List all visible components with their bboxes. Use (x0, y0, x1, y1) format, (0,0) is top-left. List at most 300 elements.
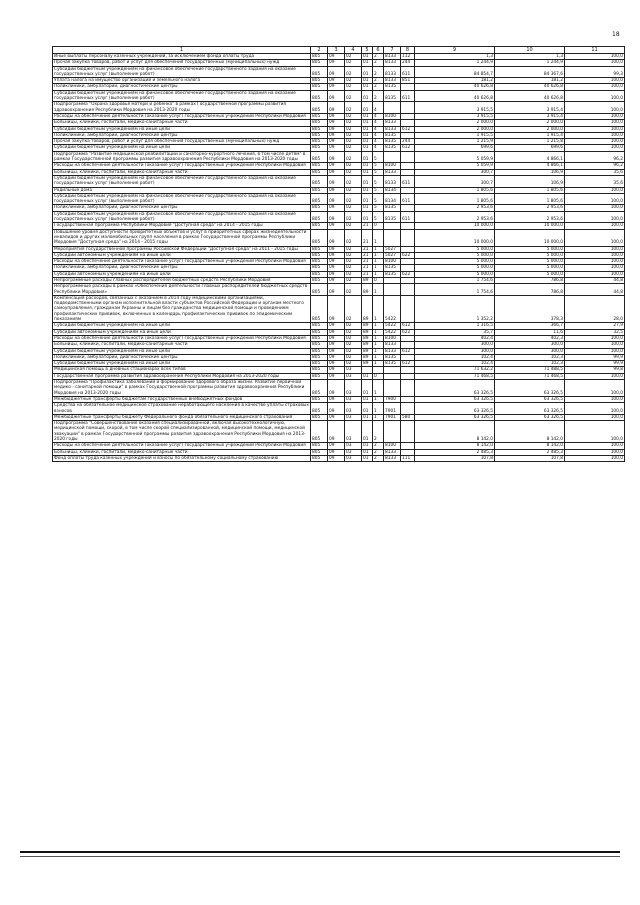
program-code: 01 (362, 403, 373, 415)
section-code: 09 (328, 414, 345, 420)
subsection-code: 02 (345, 54, 362, 60)
section-code: 09 (328, 78, 345, 84)
planned-amount: 63 326,5 (415, 414, 495, 420)
row-name: Расходы на обеспечение деятельности (оказание услуг) государственных учреждений Республики Мордовия (53, 443, 311, 449)
section-code: 09 (328, 380, 345, 397)
row-name: Больницы, клиники, госпитали, медико-санитарные части (53, 169, 311, 175)
program-code: 01 (362, 78, 373, 84)
subsection-code: 02 (345, 132, 362, 138)
row-name: Фонд оплаты труда казенных учреждений и взносы по обязательному социальному страхованию (53, 455, 311, 461)
subsection-code: 02 (345, 271, 362, 277)
table-row (53, 151, 625, 163)
program-code: 89 (362, 342, 373, 348)
section-code: 09 (328, 342, 345, 348)
executed-amount: 1 915,4 (495, 132, 565, 138)
program-code: 89 (362, 277, 373, 283)
section-code: 09 (328, 367, 345, 373)
subprogram-code: 4 (373, 126, 384, 132)
section-code: 09 (328, 396, 345, 402)
target-code: 8135 (384, 139, 401, 145)
row-name: Прочая закупка товаров, работ и услуг для обеспечения государственных (муниципальных) нужд (53, 139, 311, 145)
column-header: 9 (415, 47, 495, 54)
program-code: 89 (362, 335, 373, 341)
executed-amount: 1,3 (495, 54, 565, 60)
executed-amount: 1 215,8 (495, 139, 565, 145)
row-name: Больницы, клиники, госпитали, медико-санитарные части (53, 342, 311, 348)
row-name: Субсидии автономным учреждениям на иные цели (53, 252, 311, 258)
executed-amount: 378,3 (495, 295, 565, 322)
section-code: 09 (328, 421, 345, 443)
table-row (53, 421, 625, 443)
subsection-code: 02 (345, 84, 362, 90)
execution-percent: 99,9 (565, 354, 625, 360)
subprogram-code: 5 (373, 205, 384, 211)
ministry-code: 805 (311, 265, 328, 271)
subsection-code: 02 (345, 66, 362, 78)
table-row (53, 229, 625, 246)
subsection-code: 02 (345, 169, 362, 175)
subsection-code: 02 (345, 60, 362, 66)
program-code: 21 (362, 252, 373, 258)
execution-percent: 27,9 (565, 323, 625, 329)
planned-amount: 84 854,7 (415, 66, 495, 78)
planned-amount: 35,7 (415, 329, 495, 335)
row-name: Субсидии бюджетным учреждениям на иные цели (53, 126, 311, 132)
program-code: 01 (362, 90, 373, 102)
expense-type-code: 112 (401, 54, 415, 60)
ministry-code: 805 (311, 396, 328, 402)
subprogram-code: 5 (373, 151, 384, 163)
expense-type-code (401, 102, 415, 114)
section-code: 09 (328, 120, 345, 126)
ministry-code: 805 (311, 380, 328, 397)
execution-percent: 100,0 (565, 223, 625, 229)
planned-amount: 5 000,0 (415, 252, 495, 258)
program-code: 01 (362, 139, 373, 145)
execution-percent: 100,0 (565, 139, 625, 145)
planned-amount: 1 352,2 (415, 295, 495, 322)
execution-percent: 100,0 (565, 187, 625, 193)
execution-percent: 100,0 (565, 211, 625, 223)
ministry-code: 805 (311, 151, 328, 163)
subsection-code: 02 (345, 90, 362, 102)
row-name: Расходы на обеспечение деятельности (оказание услуг) государственных учреждений Республики Мордовия (53, 163, 311, 169)
ministry-code: 805 (311, 132, 328, 138)
target-code (384, 380, 401, 397)
section-code: 09 (328, 329, 345, 335)
ministry-code: 805 (311, 295, 328, 322)
subprogram-code: 0 (373, 223, 384, 229)
section-code: 09 (328, 223, 345, 229)
planned-amount: 40 626,8 (415, 90, 495, 102)
expense-type-code (401, 421, 415, 443)
target-code: 8133 (384, 455, 401, 461)
row-name: Расходы на обеспечение деятельности (оказание услуг) государственных учреждений Республики Мордовия (53, 259, 311, 265)
subprogram-code: 1 (373, 323, 384, 329)
execution-percent: 100,0 (565, 348, 625, 354)
program-code: 89 (362, 284, 373, 296)
section-code: 09 (328, 265, 345, 271)
program-code: 01 (362, 175, 373, 187)
planned-amount: 1 915,5 (415, 132, 495, 138)
execution-percent: 35,6 (565, 175, 625, 187)
subprogram-code: 1 (373, 361, 384, 367)
program-code: 01 (362, 145, 373, 151)
ministry-code: 805 (311, 113, 328, 119)
executed-amount: 8 142,0 (495, 421, 565, 443)
program-code: 01 (362, 54, 373, 60)
subsection-code: 02 (345, 163, 362, 169)
planned-amount: 1 805,6 (415, 193, 495, 205)
subsection-code: 03 (345, 380, 362, 397)
executed-amount: 5 000,0 (495, 271, 565, 277)
planned-amount: 1 316,5 (415, 323, 495, 329)
execution-percent: 100,0 (565, 252, 625, 258)
subsection-code: 02 (345, 223, 362, 229)
planned-amount: 102,4 (415, 361, 495, 367)
execution-percent: 32,5 (565, 329, 625, 335)
ministry-code: 805 (311, 223, 328, 229)
planned-amount: 8 142,0 (415, 443, 495, 449)
execution-percent: 99,3 (565, 66, 625, 78)
program-code: 01 (362, 132, 373, 138)
expense-type-code: 244 (401, 60, 415, 66)
subprogram-code: 1 (373, 414, 384, 420)
target-code: 8133 (384, 449, 401, 455)
planned-amount: 5 000,0 (415, 259, 495, 265)
planned-amount: 3 915,5 (415, 102, 495, 114)
section-code: 09 (328, 449, 345, 455)
planned-amount: 71 468,5 (415, 373, 495, 379)
section-code: 09 (328, 113, 345, 119)
row-name: Уплата налога на имущество организаций и земельного налога (53, 78, 311, 84)
program-code: 01 (362, 126, 373, 132)
expense-type-code: 612 (401, 126, 415, 132)
expense-type-code (401, 151, 415, 163)
section-code: 09 (328, 455, 345, 461)
expense-type-code: 612 (401, 348, 415, 354)
subsection-code: 02 (345, 335, 362, 341)
executed-amount: 1 805,6 (495, 187, 565, 193)
planned-amount: 40 626,8 (415, 84, 495, 90)
table-row (53, 295, 625, 322)
target-code: 8133 (384, 78, 401, 84)
subprogram-code: 2 (373, 54, 384, 60)
subprogram-code: 1 (373, 354, 384, 360)
execution-percent: 100,0 (565, 342, 625, 348)
subprogram-code: 1 (373, 342, 384, 348)
subprogram-code: 2 (373, 60, 384, 66)
row-name: Непрограммные расходы в рамках «Обеспечения деятельности главных распорядителей бюджетных средств Республики Мордовия» (53, 284, 311, 296)
target-code (384, 284, 401, 296)
planned-amount: 300,7 (415, 175, 495, 187)
subprogram-code: 5 (373, 169, 384, 175)
section-code: 09 (328, 335, 345, 341)
target-code: 8100 (384, 113, 401, 119)
program-code: 89 (362, 329, 373, 335)
program-code: 01 (362, 380, 373, 397)
subsection-code: 03 (345, 455, 362, 461)
planned-amount: 2 000,0 (415, 120, 495, 126)
target-code: 8135 (384, 211, 401, 223)
ministry-code: 805 (311, 120, 328, 126)
execution-percent: 100,0 (565, 102, 625, 114)
subprogram-code: 2 (373, 84, 384, 90)
table-row (53, 102, 625, 114)
table-row (53, 66, 625, 78)
row-name: Субсидии бюджетным учреждениям на иные цели (53, 145, 311, 151)
ministry-code: 805 (311, 175, 328, 187)
target-code: 8135 (384, 265, 401, 271)
program-code: 01 (362, 60, 373, 66)
expense-type-code: 611 (401, 193, 415, 205)
row-name: Поликлиники, амбулатории, диагностические центры (53, 354, 311, 360)
ministry-code: 805 (311, 126, 328, 132)
row-name: Субсидии бюджетным учреждениям на иные цели (53, 323, 311, 329)
executed-amount: 3 915,4 (495, 113, 565, 119)
execution-percent: 100,0 (565, 84, 625, 90)
row-name: Расходы на обеспечение деятельности (оказание услуг) государственных учреждений Республики Мордовия (53, 113, 311, 119)
subsection-code: 02 (345, 252, 362, 258)
execution-percent: 100,0 (565, 396, 625, 402)
subsection-code: 03 (345, 396, 362, 402)
execution-percent: 100,0 (565, 259, 625, 265)
subsection-code: 02 (345, 175, 362, 187)
section-code: 09 (328, 139, 345, 145)
column-header: 4 (345, 47, 362, 54)
executed-amount: 300,0 (495, 342, 565, 348)
expense-type-code: 851 (401, 78, 415, 84)
subsection-code: 02 (345, 361, 362, 367)
subprogram-code: 2 (373, 90, 384, 102)
subprogram-code: 0 (373, 373, 384, 379)
section-code: 09 (328, 102, 345, 114)
subsection-code: 02 (345, 229, 362, 246)
planned-amount: 300,0 (415, 348, 495, 354)
planned-amount: 1 754,6 (415, 277, 495, 283)
row-name: Поликлиники, амбулатории, диагностические центры (53, 265, 311, 271)
ministry-code: 805 (311, 323, 328, 329)
executed-amount: 786,8 (495, 284, 565, 296)
execution-percent: 100,0 (565, 265, 625, 271)
target-code: 8135 (384, 90, 401, 102)
section-code: 09 (328, 60, 345, 66)
expense-type-code: 622 (401, 252, 415, 258)
planned-amount: 8 142,0 (415, 421, 495, 443)
executed-amount: 402,3 (495, 335, 565, 341)
subprogram-code: 1 (373, 259, 384, 265)
column-header: 2 (311, 47, 328, 54)
expense-type-code: 611 (401, 211, 415, 223)
expense-type-code: 611 (401, 66, 415, 78)
ministry-code: 805 (311, 271, 328, 277)
table-row (53, 455, 625, 461)
planned-amount: 300,7 (415, 169, 495, 175)
execution-percent: 44,8 (565, 284, 625, 296)
row-name: Поликлиники, амбулатории, диагностические центры (53, 84, 311, 90)
subprogram-code: 1 (373, 265, 384, 271)
subsection-code: 03 (345, 449, 362, 455)
target-code: 8135 (384, 354, 401, 360)
ministry-code: 805 (311, 102, 328, 114)
executed-amount: 71 488,5 (495, 367, 565, 373)
ministry-code: 805 (311, 277, 328, 283)
planned-amount: 3 915,5 (415, 113, 495, 119)
subsection-code: 03 (345, 414, 362, 420)
execution-percent: 44,8 (565, 277, 625, 283)
section-code: 09 (328, 205, 345, 211)
subsection-code: 02 (345, 323, 362, 329)
row-name: Субсидии автономным учреждениям на иные цели (53, 271, 311, 277)
planned-amount: 402,4 (415, 335, 495, 341)
target-code: 8135 (384, 361, 401, 367)
table-row (53, 175, 625, 187)
executed-amount: 107,8 (495, 455, 565, 461)
ministry-code: 805 (311, 373, 328, 379)
execution-percent: 100,0 (565, 449, 625, 455)
section-code: 09 (328, 284, 345, 296)
executed-amount: 63 326,5 (495, 403, 565, 415)
execution-percent: 100,0 (565, 205, 625, 211)
planned-amount: 1,3 (415, 54, 495, 60)
ministry-code: 805 (311, 443, 328, 449)
column-header: 7 (384, 47, 401, 54)
subprogram-code: 1 (373, 335, 384, 341)
row-name: Подпрограмма "Развитие медицинской реабилитации и санаторно-курортного лечения, в том числе детям" в рамках Государственной программы развития здравоохранения Республики Мордовия на 2013-2020 годы (53, 151, 311, 163)
execution-percent: 96,2 (565, 151, 625, 163)
ministry-code: 805 (311, 60, 328, 66)
program-code: 21 (362, 259, 373, 265)
target-code: 5027 (384, 246, 401, 252)
table-row (53, 284, 625, 296)
ministry-code: 805 (311, 348, 328, 354)
ministry-code: 805 (311, 421, 328, 443)
executed-amount: 10 000,0 (495, 223, 565, 229)
subsection-code: 02 (345, 342, 362, 348)
target-code: 8133 (384, 126, 401, 132)
subsection-code: 02 (345, 187, 362, 193)
target-code: 8135 (384, 205, 401, 211)
ministry-code: 805 (311, 78, 328, 84)
expense-type-code (401, 229, 415, 246)
section-code: 09 (328, 229, 345, 246)
section-code: 09 (328, 187, 345, 193)
executed-amount: 1 805,6 (495, 193, 565, 205)
target-code: 8100 (384, 443, 401, 449)
column-header: 8 (401, 47, 415, 54)
program-code: 01 (362, 193, 373, 205)
executed-amount: 2 000,0 (495, 126, 565, 132)
ministry-code: 805 (311, 169, 328, 175)
subprogram-code: 2 (373, 449, 384, 455)
executed-amount: 63 326,5 (495, 380, 565, 397)
ministry-code: 805 (311, 205, 328, 211)
ministry-code: 805 (311, 259, 328, 265)
executed-amount: 40 626,8 (495, 90, 565, 102)
execution-percent: 99,8 (565, 367, 625, 373)
row-name: Подпрограмма "Профилактика заболеваний и формирование здорового образа жизни. Развитие первичной медико - санитарной помощи" в рамках Государственной программы развития здравоохранения Республики Мордовия на 2013-2020 годы (53, 380, 311, 397)
executed-amount: 11,6 (495, 329, 565, 335)
section-code: 09 (328, 126, 345, 132)
subprogram-code: 2 (373, 66, 384, 78)
page-number: 18 (612, 31, 620, 38)
section-code: 09 (328, 277, 345, 283)
subprogram-code: 5 (373, 187, 384, 193)
ministry-code: 805 (311, 187, 328, 193)
row-name: Субсидии бюджетным учреждениям на иные цели (53, 348, 311, 354)
subprogram-code: 1 (373, 271, 384, 277)
row-name: Компенсация расходов, связанных с оказанием в 2014 году медицинскими организациями, подведомственными органам исполнительной власти субъектов Российской Федерации и органам местного самоуправления, гражданам Украины и лицам без гражданства медицинской помощи и проведением профилактических прививок, включенных в календарь профилактических прививок по эпидемическим показаниям (53, 295, 311, 322)
target-code: 8133 (384, 342, 401, 348)
program-code: 21 (362, 229, 373, 246)
planned-amount: 181,2 (415, 78, 495, 84)
target-code: 7901 (384, 403, 401, 415)
program-code: 01 (362, 151, 373, 163)
subsection-code: 02 (345, 193, 362, 205)
subsection-code: 02 (345, 329, 362, 335)
program-code: 01 (362, 66, 373, 78)
program-code: 89 (362, 295, 373, 322)
target-code: 8133 (384, 175, 401, 187)
target-code: 8133 (384, 66, 401, 78)
table-row (53, 211, 625, 223)
planned-amount: 5 000,0 (415, 246, 495, 252)
execution-percent: 100,0 (565, 54, 625, 60)
table-row (53, 403, 625, 415)
executed-amount: 300,0 (495, 348, 565, 354)
target-code: 8135 (384, 132, 401, 138)
subprogram-code: 5 (373, 211, 384, 223)
ministry-code: 805 (311, 403, 328, 415)
section-code: 09 (328, 66, 345, 78)
ministry-code: 805 (311, 145, 328, 151)
subprogram-code: 0 (373, 277, 384, 283)
ministry-code: 805 (311, 414, 328, 420)
executed-amount: 2 000,0 (495, 120, 565, 126)
program-code: 01 (362, 443, 373, 449)
executed-amount: 4 866,1 (495, 163, 565, 169)
executed-amount: 40 626,8 (495, 84, 565, 90)
section-code: 09 (328, 259, 345, 265)
program-code: 01 (362, 163, 373, 169)
expense-type-code: 580 (401, 414, 415, 420)
section-code: 09 (328, 252, 345, 258)
target-code: 8134 (384, 193, 401, 205)
subsection-code: 02 (345, 205, 362, 211)
target-code: 8100 (384, 335, 401, 341)
expense-type-code: 612 (401, 145, 415, 151)
ministry-code: 805 (311, 193, 328, 205)
subprogram-code: 4 (373, 132, 384, 138)
executed-amount: 3 915,4 (495, 102, 565, 114)
execution-percent: 100,0 (565, 60, 625, 66)
expense-type-code (401, 403, 415, 415)
table-row (53, 380, 625, 397)
expense-type-code (401, 295, 415, 322)
planned-amount: 2 485,3 (415, 449, 495, 455)
row-name: Субсидии бюджетным учреждениям на финансовое обеспечение государственного задания на оказание государственных услуг (выполнение работ) (53, 90, 311, 102)
column-header: 6 (373, 47, 384, 54)
ministry-code: 805 (311, 54, 328, 60)
execution-percent: 100,0 (565, 414, 625, 420)
program-code: 01 (362, 396, 373, 402)
ministry-code: 805 (311, 449, 328, 455)
execution-percent: 100,0 (565, 193, 625, 205)
subsection-code: 02 (345, 211, 362, 223)
row-name: Субсидии бюджетным учреждениям на финансовое обеспечение государственного задания на оказание государственных услуг (выполнение работ) (53, 66, 311, 78)
execution-percent: 100,0 (565, 403, 625, 415)
planned-amount: 5 059,9 (415, 163, 495, 169)
